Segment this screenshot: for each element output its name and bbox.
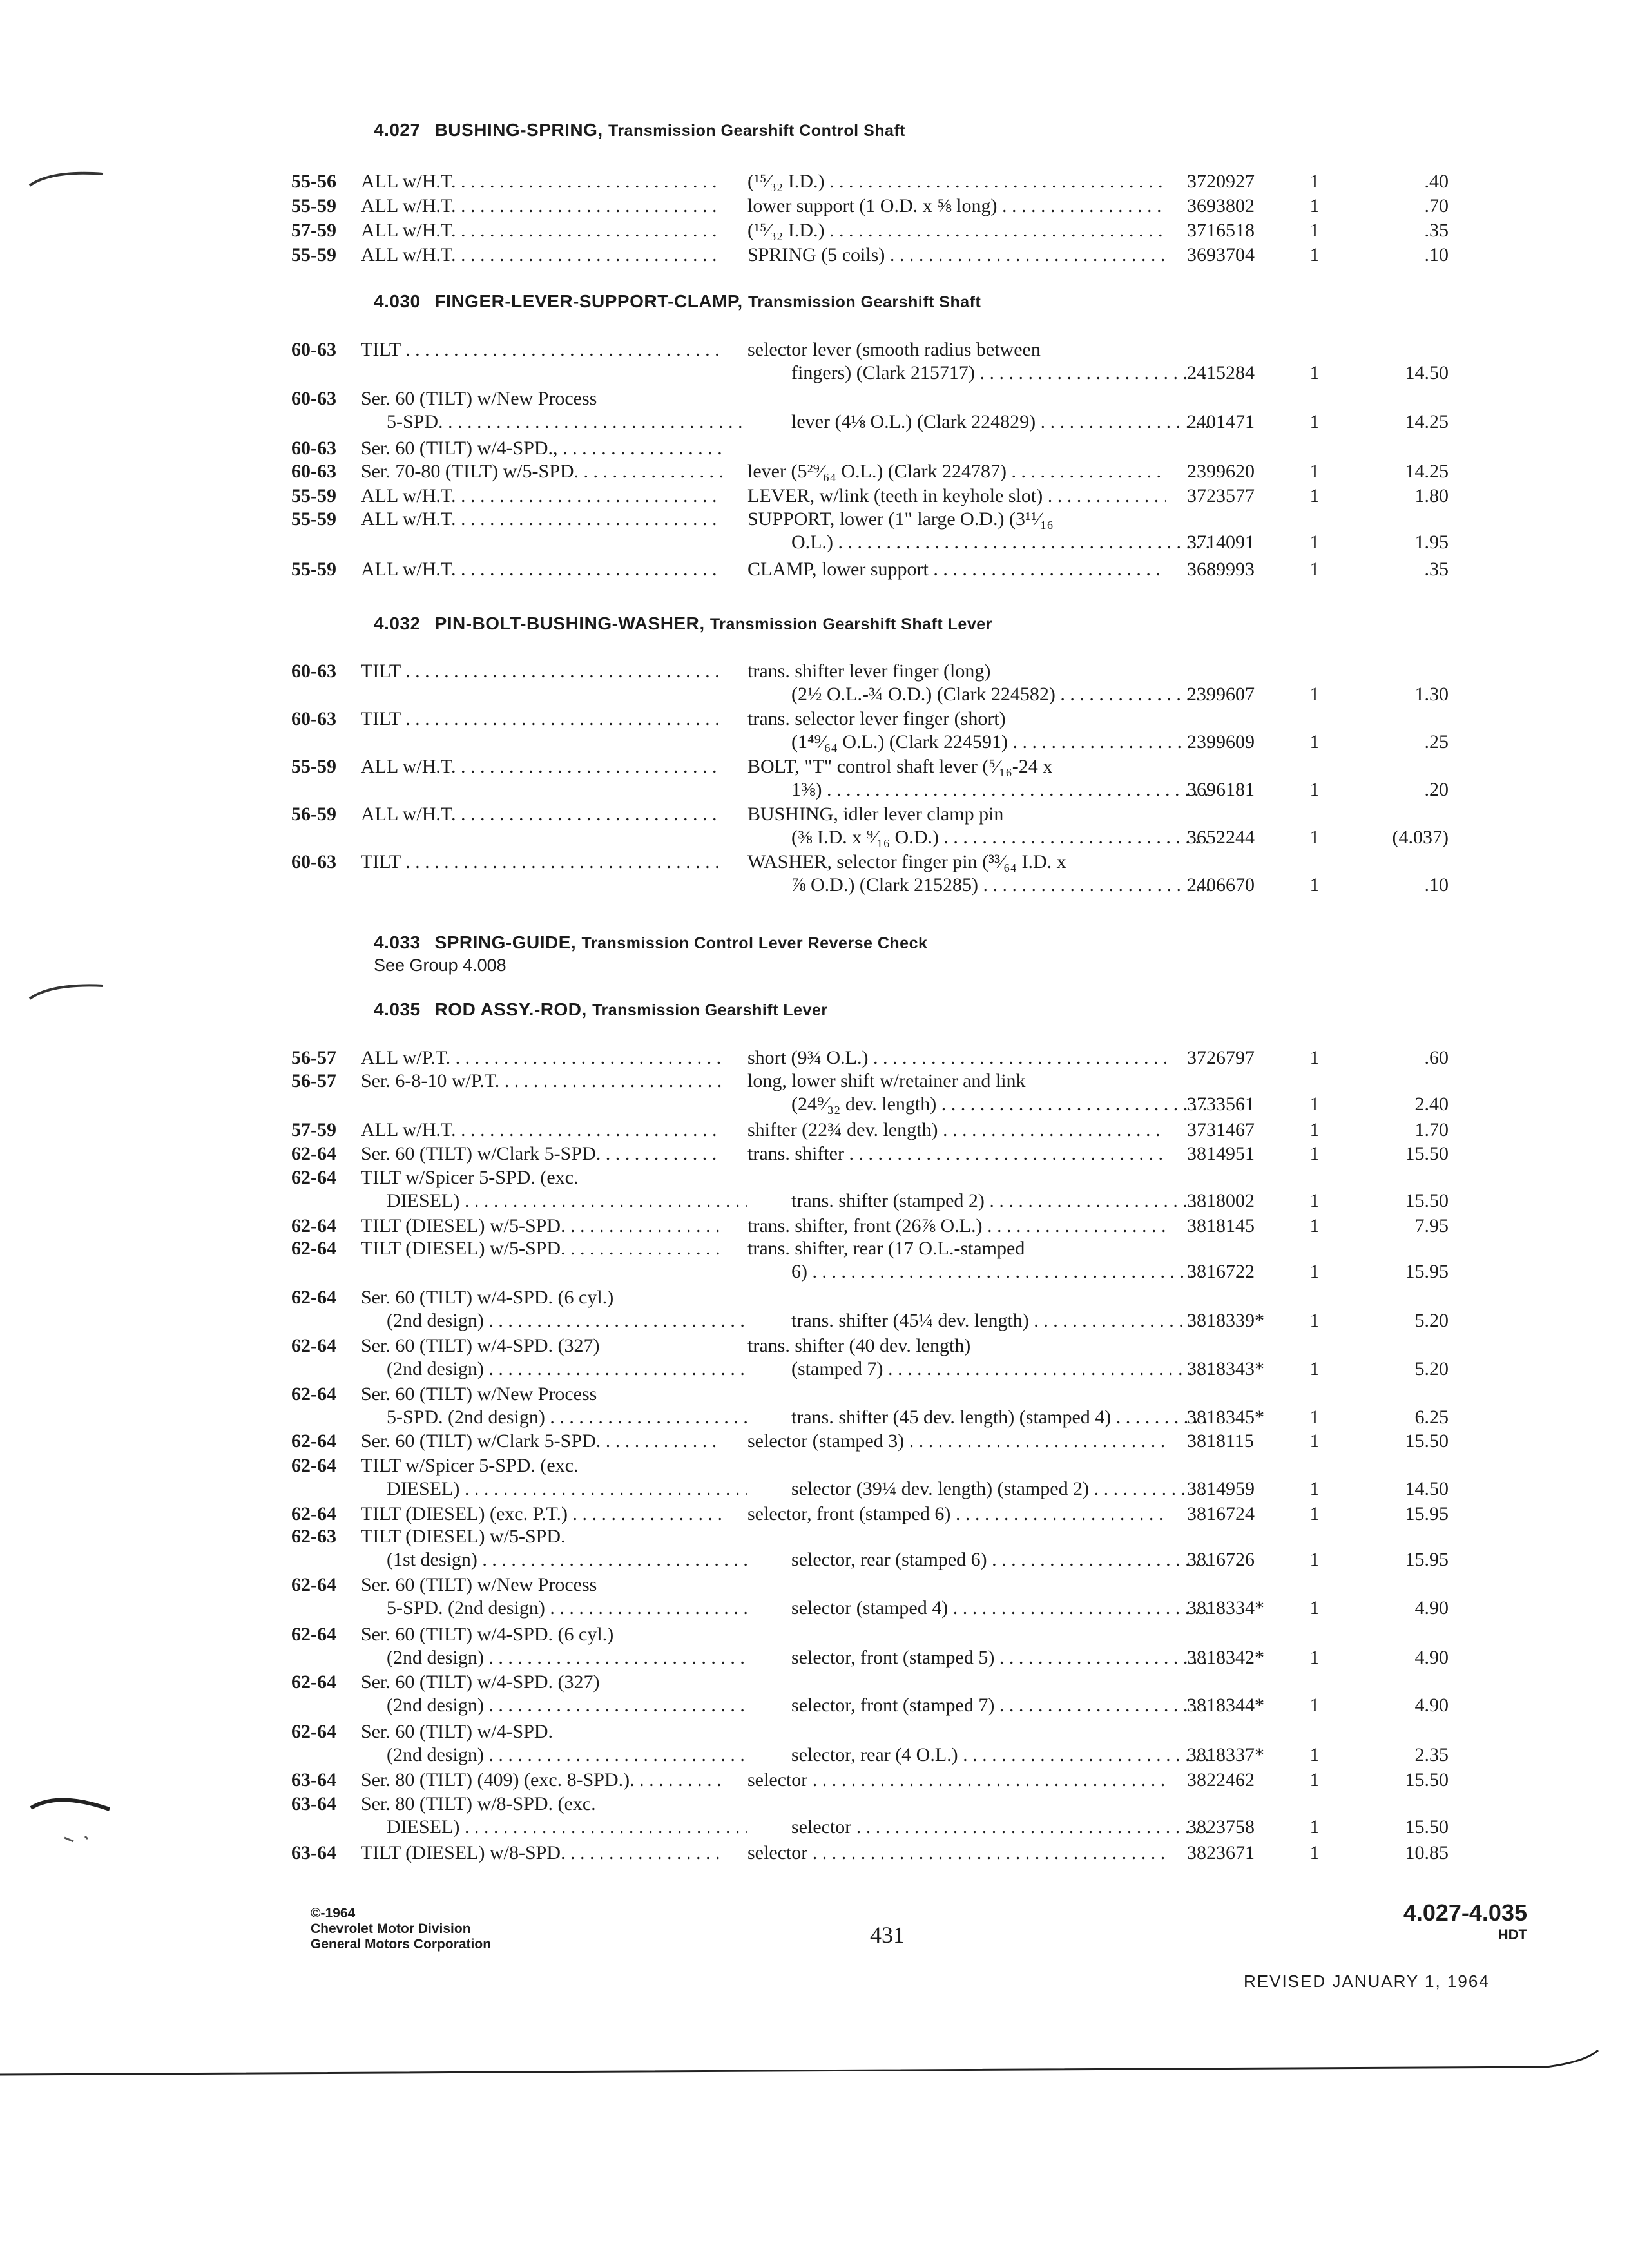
application-text: Ser. 60 (TILT) w/4-SPD., . . . — [361, 437, 722, 460]
model-years: 63-64 — [291, 1793, 336, 1814]
section-title: PIN-BOLT-BUSHING-WASHER, — [434, 613, 705, 633]
part-number: 3818343* — [1187, 1358, 1264, 1379]
quantity: 1 — [1309, 1430, 1320, 1452]
quantity: 1 — [1309, 1549, 1320, 1570]
part-description: (1⁴⁹⁄₆₄ O.L.) (Clark 224591) . . . — [791, 731, 1210, 754]
part-description: 6) . . . — [791, 1260, 1210, 1283]
part-description: trans. shifter (stamped 2) . . . — [791, 1189, 1210, 1213]
quantity: 1 — [1309, 362, 1320, 383]
price: .10 — [1424, 244, 1449, 265]
quantity: 1 — [1309, 779, 1320, 800]
price: 1.95 — [1414, 532, 1449, 553]
model-years: 62-64 — [291, 1383, 336, 1405]
group-range-block — [1353, 1899, 1527, 1943]
application-text: Ser. 70-80 (TILT) w/5-SPD. . . . — [361, 460, 722, 483]
part-number: 3696181 — [1187, 779, 1255, 800]
model-years: 56-59 — [291, 803, 336, 825]
application-text: Ser. 60 (TILT) w/New Process — [361, 1383, 597, 1405]
revision-date: REVISED JANUARY 1, 1964 — [1244, 1972, 1490, 1991]
application-text: 5-SPD. . . . — [387, 410, 747, 434]
part-description: trans. shifter lever finger (long) — [747, 660, 991, 682]
quantity: 1 — [1309, 684, 1320, 705]
model-years: 55-56 — [291, 171, 336, 192]
model-years: 60-63 — [291, 660, 336, 682]
part-description: trans. shifter (45¼ dev. length) . . . — [791, 1309, 1210, 1332]
price: 4.90 — [1414, 1647, 1449, 1668]
model-years: 56-57 — [291, 1070, 336, 1091]
quantity: 1 — [1309, 1816, 1320, 1838]
quantity: 1 — [1309, 195, 1320, 216]
application-text: Ser. 60 (TILT) w/4-SPD. (6 cyl.) — [361, 1624, 614, 1645]
application-text: DIESEL) . . . — [387, 1189, 747, 1213]
part-number: 3733561 — [1187, 1093, 1255, 1115]
quantity: 1 — [1309, 559, 1320, 580]
application-text: TILT . . . — [361, 707, 722, 731]
price: .20 — [1424, 779, 1449, 800]
part-description: selector . . . — [747, 1769, 1166, 1792]
application-text: ALL w/H.T. . . . — [361, 219, 722, 242]
price: 2.35 — [1414, 1744, 1449, 1765]
part-description: trans. shifter, front (26⅞ O.L.) . . . — [747, 1215, 1166, 1238]
part-description: selector lever (smooth radius between — [747, 339, 1041, 360]
price: 6.25 — [1414, 1407, 1449, 1428]
part-description: BOLT, "T" control shaft lever (⁵⁄₁₆-24 x — [747, 756, 1053, 777]
quantity: 1 — [1309, 1478, 1320, 1499]
model-years: 60-63 — [291, 339, 336, 360]
part-number: 3816724 — [1187, 1503, 1255, 1524]
application-text: ALL w/H.T. . . . — [361, 508, 722, 531]
part-description: (¹⁵⁄₃₂ I.D.) . . . — [747, 170, 1166, 193]
section-description: Transmission Gearshift Lever — [592, 1001, 828, 1019]
quantity: 1 — [1309, 1261, 1320, 1282]
part-number: 3693802 — [1187, 195, 1255, 216]
price: .60 — [1424, 1047, 1449, 1068]
section-title: FINGER-LEVER-SUPPORT-CLAMP, — [434, 291, 743, 311]
part-number: 3823671 — [1187, 1842, 1255, 1863]
price: .35 — [1424, 220, 1449, 241]
part-description: SUPPORT, lower (1" large O.D.) (3¹¹⁄₁₆ — [747, 508, 1054, 530]
quantity: 1 — [1309, 1047, 1320, 1068]
price: 7.95 — [1414, 1215, 1449, 1236]
part-description: selector (stamped 4) . . . — [791, 1597, 1210, 1620]
part-number: 3723577 — [1187, 485, 1255, 506]
part-number: 3822462 — [1187, 1769, 1255, 1791]
part-description: (2½ O.L.-¾ O.D.) (Clark 224582) . . . — [791, 683, 1210, 706]
quantity: 1 — [1309, 532, 1320, 553]
section-description: Transmission Gearshift Control Shaft — [608, 122, 906, 140]
price: .70 — [1424, 195, 1449, 216]
section-heading — [374, 999, 828, 1020]
part-number: 2401471 — [1187, 411, 1255, 432]
price: .40 — [1424, 171, 1449, 192]
quantity: 1 — [1309, 1358, 1320, 1379]
price: .10 — [1424, 874, 1449, 896]
quantity: 1 — [1309, 1310, 1320, 1331]
part-number: 3814959 — [1187, 1478, 1255, 1499]
part-number: 3652244 — [1187, 827, 1255, 848]
quantity: 1 — [1309, 244, 1320, 265]
price: 1.70 — [1414, 1119, 1449, 1140]
application-text: TILT w/Spicer 5-SPD. (exc. — [361, 1455, 579, 1476]
application-text: Ser. 60 (TILT) w/4-SPD. (6 cyl.) — [361, 1287, 614, 1308]
price: 5.20 — [1414, 1358, 1449, 1379]
application-text: TILT (DIESEL) w/5-SPD. . . . — [361, 1215, 722, 1238]
part-number: 3818115 — [1187, 1430, 1254, 1452]
quantity: 1 — [1309, 485, 1320, 506]
part-number: 3714091 — [1187, 532, 1255, 553]
section-heading — [374, 291, 981, 312]
application-text: Ser. 60 (TILT) w/4-SPD. — [361, 1721, 554, 1742]
part-description: WASHER, selector finger pin (³³⁄₆₄ I.D. x — [747, 851, 1066, 872]
model-years: 63-64 — [291, 1842, 336, 1863]
section-description: Transmission Gearshift Shaft Lever — [709, 615, 992, 633]
binding-mark-middle — [26, 978, 110, 1004]
model-years: 62-64 — [291, 1671, 336, 1693]
part-description: SPRING (5 coils) . . . — [747, 244, 1166, 267]
quantity: 1 — [1309, 171, 1320, 192]
application-text: TILT w/Spicer 5-SPD. (exc. — [361, 1167, 579, 1188]
part-description: selector . . . — [747, 1841, 1166, 1865]
section-description: Transmission Control Lever Reverse Check — [581, 934, 928, 952]
catalog-type: HDT — [1498, 1927, 1527, 1943]
part-description: short (9¾ O.L.) . . . — [747, 1046, 1166, 1070]
application-text: ALL w/H.T. . . . — [361, 244, 722, 267]
application-text: Ser. 60 (TILT) w/4-SPD. (327) — [361, 1335, 600, 1356]
page-edge-line — [0, 1997, 1629, 2088]
application-text: ALL w/H.T. . . . — [361, 170, 722, 193]
part-description: BUSHING, idler lever clamp pin — [747, 803, 1004, 825]
price: 15.95 — [1405, 1261, 1449, 1282]
quantity: 1 — [1309, 1407, 1320, 1428]
part-number: 3818145 — [1187, 1215, 1255, 1236]
part-description: selector, front (stamped 5) . . . — [791, 1646, 1210, 1669]
application-text: (2nd design) . . . — [387, 1694, 747, 1717]
price: .25 — [1424, 731, 1449, 753]
part-number: 3716518 — [1187, 220, 1255, 241]
part-description: (¹⁵⁄₃₂ I.D.) . . . — [747, 219, 1166, 242]
part-description: selector, front (stamped 6) . . . — [747, 1503, 1166, 1526]
quantity: 1 — [1309, 874, 1320, 896]
price: 5.20 — [1414, 1310, 1449, 1331]
part-description: selector, rear (stamped 6) . . . — [791, 1548, 1210, 1571]
application-text: ALL w/P.T. . . . — [361, 1046, 722, 1070]
part-description: selector, rear (4 O.L.) . . . — [791, 1744, 1210, 1767]
see-reference: See Group 4.008 — [374, 956, 506, 975]
model-years: 55-59 — [291, 244, 336, 265]
application-text: TILT . . . — [361, 338, 722, 361]
part-number: 3818002 — [1187, 1190, 1255, 1211]
part-description: trans. shifter (40 dev. length) — [747, 1335, 971, 1356]
price: 15.50 — [1405, 1190, 1449, 1211]
model-years: 62-63 — [291, 1526, 336, 1547]
section-title: SPRING-GUIDE, — [434, 932, 577, 952]
price: 14.25 — [1405, 461, 1449, 482]
publisher-block — [311, 1906, 491, 1952]
application-text: TILT (DIESEL) w/5-SPD. — [361, 1526, 566, 1547]
model-years: 55-59 — [291, 195, 336, 216]
part-description: (24⁹⁄₃₂ dev. length) . . . — [791, 1093, 1210, 1116]
price: 1.30 — [1414, 684, 1449, 705]
application-text: Ser. 60 (TILT) w/New Process — [361, 1574, 597, 1595]
application-text: ALL w/H.T. . . . — [361, 485, 722, 508]
model-years: 62-64 — [291, 1574, 336, 1595]
part-description: shifter (22¾ dev. length) . . . — [747, 1119, 1166, 1142]
part-number: 3823758 — [1187, 1816, 1255, 1838]
price: (4.037) — [1392, 827, 1449, 848]
section-title: ROD ASSY.-ROD, — [434, 999, 587, 1019]
page-number: 431 — [870, 1922, 905, 1948]
quantity: 1 — [1309, 1143, 1320, 1164]
part-description: trans. shifter, rear (17 O.L.-stamped — [747, 1238, 1025, 1259]
part-number: 3818345* — [1187, 1407, 1264, 1428]
model-years: 55-59 — [291, 508, 336, 530]
application-text: ALL w/H.T. . . . — [361, 195, 722, 218]
application-text: (2nd design) . . . — [387, 1744, 747, 1767]
quantity: 1 — [1309, 1503, 1320, 1524]
part-description: 1⅜) . . . — [791, 778, 1210, 802]
section-heading — [374, 932, 927, 953]
part-description: selector (39¼ dev. length) (stamped 2) . . . — [791, 1477, 1210, 1501]
price: 1.80 — [1414, 485, 1449, 506]
quantity: 1 — [1309, 1215, 1320, 1236]
quantity: 1 — [1309, 827, 1320, 848]
part-description: long, lower shift w/retainer and link — [747, 1070, 1026, 1091]
application-text: Ser. 80 (TILT) (409) (exc. 8-SPD.). . . . — [361, 1769, 722, 1792]
model-years: 60-63 — [291, 851, 336, 872]
quantity: 1 — [1309, 731, 1320, 753]
part-number: 2399620 — [1187, 461, 1255, 482]
model-years: 55-59 — [291, 559, 336, 580]
model-years: 62-64 — [291, 1503, 336, 1524]
application-text: TILT (DIESEL) (exc. P.T.) . . . — [361, 1503, 722, 1526]
part-description: selector . . . — [791, 1816, 1210, 1839]
application-text: (2nd design) . . . — [387, 1646, 747, 1669]
application-text: DIESEL) . . . — [387, 1816, 747, 1839]
model-years: 60-63 — [291, 461, 336, 482]
quantity: 1 — [1309, 411, 1320, 432]
model-years: 62-64 — [291, 1287, 336, 1308]
model-years: 55-59 — [291, 756, 336, 777]
part-number: 3816726 — [1187, 1549, 1255, 1570]
quantity: 1 — [1309, 1647, 1320, 1668]
part-number: 2399607 — [1187, 684, 1255, 705]
model-years: 55-59 — [291, 485, 336, 506]
quantity: 1 — [1309, 1093, 1320, 1115]
part-number: 3818342* — [1187, 1647, 1264, 1668]
application-text: Ser. 60 (TILT) w/New Process — [361, 388, 597, 409]
price: .35 — [1424, 559, 1449, 580]
application-text: (2nd design) . . . — [387, 1358, 747, 1381]
quantity: 1 — [1309, 1695, 1320, 1716]
model-years: 62-64 — [291, 1215, 336, 1236]
part-description: (stamped 7) . . . — [791, 1358, 1210, 1381]
binding-mark-top — [26, 166, 110, 192]
price: 14.50 — [1405, 1478, 1449, 1499]
price: 15.50 — [1405, 1816, 1449, 1838]
quantity: 1 — [1309, 461, 1320, 482]
price: 15.95 — [1405, 1503, 1449, 1524]
part-description: trans. shifter (45 dev. length) (stamped 4) . . . — [791, 1406, 1210, 1429]
price: 2.40 — [1414, 1093, 1449, 1115]
model-years: 62-64 — [291, 1335, 336, 1356]
application-text: ALL w/H.T. . . . — [361, 803, 722, 826]
quantity: 1 — [1309, 1744, 1320, 1765]
price: 10.85 — [1405, 1842, 1449, 1863]
part-number: 2415284 — [1187, 362, 1255, 383]
application-text: (1st design) . . . — [387, 1548, 747, 1571]
binding-mark-lower — [26, 1791, 116, 1849]
application-text: ALL w/H.T. . . . — [361, 1119, 722, 1142]
model-years: 60-63 — [291, 437, 336, 459]
model-years: 62-64 — [291, 1721, 336, 1742]
model-years: 62-64 — [291, 1167, 336, 1188]
part-description: ⅞ O.D.) (Clark 215285) . . . — [791, 874, 1210, 897]
part-description: selector, front (stamped 7) . . . — [791, 1694, 1210, 1717]
group-range: 4.027-4.035 — [1403, 1899, 1527, 1926]
application-text: TILT (DIESEL) w/5-SPD. . . . — [361, 1237, 722, 1260]
model-years: 62-64 — [291, 1238, 336, 1259]
quantity: 1 — [1309, 220, 1320, 241]
part-description: lower support (1 O.D. x ⅝ long) . . . — [747, 195, 1166, 218]
section-title: BUSHING-SPRING, — [434, 120, 603, 140]
part-description: selector (stamped 3) . . . — [747, 1430, 1166, 1453]
price: 14.25 — [1405, 411, 1449, 432]
section-number: 4.035 — [374, 999, 421, 1019]
application-text: Ser. 60 (TILT) w/Clark 5-SPD. . . . — [361, 1142, 722, 1166]
application-text: 5-SPD. (2nd design) . . . — [387, 1406, 747, 1429]
quantity: 1 — [1309, 1597, 1320, 1619]
part-number: 3726797 — [1187, 1047, 1255, 1068]
application-text: (2nd design) . . . — [387, 1309, 747, 1332]
model-years: 62-64 — [291, 1143, 336, 1164]
price: 4.90 — [1414, 1695, 1449, 1716]
application-text: Ser. 80 (TILT) w/8-SPD. (exc. — [361, 1793, 596, 1814]
model-years: 57-59 — [291, 220, 336, 241]
section-number: 4.033 — [374, 932, 421, 952]
price: 4.90 — [1414, 1597, 1449, 1619]
corporation-name: General Motors Corporation — [311, 1937, 492, 1952]
application-text: TILT . . . — [361, 660, 722, 683]
model-years: 62-64 — [291, 1430, 336, 1452]
section-description: Transmission Gearshift Shaft — [747, 293, 981, 311]
price: 15.95 — [1405, 1549, 1449, 1570]
application-text: Ser. 60 (TILT) w/Clark 5-SPD. . . . — [361, 1430, 722, 1453]
part-number: 2399609 — [1187, 731, 1255, 753]
quantity: 1 — [1309, 1190, 1320, 1211]
part-number: 3693704 — [1187, 244, 1255, 265]
part-description: (⅜ I.D. x ⁹⁄₁₆ O.D.) . . . — [791, 826, 1210, 849]
application-text: 5-SPD. (2nd design) . . . — [387, 1597, 747, 1620]
part-description: trans. shifter . . . — [747, 1142, 1166, 1166]
model-years: 56-57 — [291, 1047, 336, 1068]
part-number: 3818337* — [1187, 1744, 1264, 1765]
part-number: 3818344* — [1187, 1695, 1264, 1716]
part-number: 2406670 — [1187, 874, 1255, 896]
part-description: LEVER, w/link (teeth in keyhole slot) . . . — [747, 485, 1166, 508]
part-number: 3816722 — [1187, 1261, 1255, 1282]
division-name: Chevrolet Motor Division — [311, 1921, 471, 1936]
model-years: 60-63 — [291, 708, 336, 729]
quantity: 1 — [1309, 1842, 1320, 1863]
application-text: Ser. 6-8-10 w/P.T. . . . — [361, 1070, 722, 1093]
model-years: 62-64 — [291, 1455, 336, 1476]
copyright: ©-1964 — [311, 1906, 356, 1921]
quantity: 1 — [1309, 1119, 1320, 1140]
application-text: ALL w/H.T. . . . — [361, 558, 722, 581]
part-number: 3731467 — [1187, 1119, 1255, 1140]
part-description: trans. selector lever finger (short) — [747, 708, 1006, 729]
price: 15.50 — [1405, 1430, 1449, 1452]
application-text: TILT (DIESEL) w/8-SPD. . . . — [361, 1841, 722, 1865]
section-heading — [374, 613, 992, 634]
price: 14.50 — [1405, 362, 1449, 383]
model-years: 62-64 — [291, 1624, 336, 1645]
quantity: 1 — [1309, 1769, 1320, 1791]
part-description: fingers) (Clark 215717) . . . — [791, 361, 1210, 385]
application-text: ALL w/H.T. . . . — [361, 755, 722, 778]
application-text: Ser. 60 (TILT) w/4-SPD. (327) — [361, 1671, 600, 1693]
section-number: 4.032 — [374, 613, 421, 633]
part-number: 3814951 — [1187, 1143, 1255, 1164]
part-description: O.L.) . . . — [791, 531, 1210, 554]
section-number: 4.027 — [374, 120, 421, 140]
part-number: 3689993 — [1187, 559, 1255, 580]
application-text: TILT . . . — [361, 850, 722, 874]
part-number: 3818339* — [1187, 1310, 1264, 1331]
model-years: 60-63 — [291, 388, 336, 409]
model-years: 63-64 — [291, 1769, 336, 1791]
part-number: 3720927 — [1187, 171, 1255, 192]
section-number: 4.030 — [374, 291, 421, 311]
part-description: lever (5²⁹⁄₆₄ O.L.) (Clark 224787) . . . — [747, 460, 1166, 483]
part-number: 3818334* — [1187, 1597, 1264, 1619]
section-heading — [374, 120, 905, 140]
price: 15.50 — [1405, 1143, 1449, 1164]
application-text: DIESEL) . . . — [387, 1477, 747, 1501]
model-years: 57-59 — [291, 1119, 336, 1140]
part-description: CLAMP, lower support . . . — [747, 558, 1166, 581]
price: 15.50 — [1405, 1769, 1449, 1791]
part-description: lever (4⅛ O.L.) (Clark 224829) . . . — [791, 410, 1210, 434]
